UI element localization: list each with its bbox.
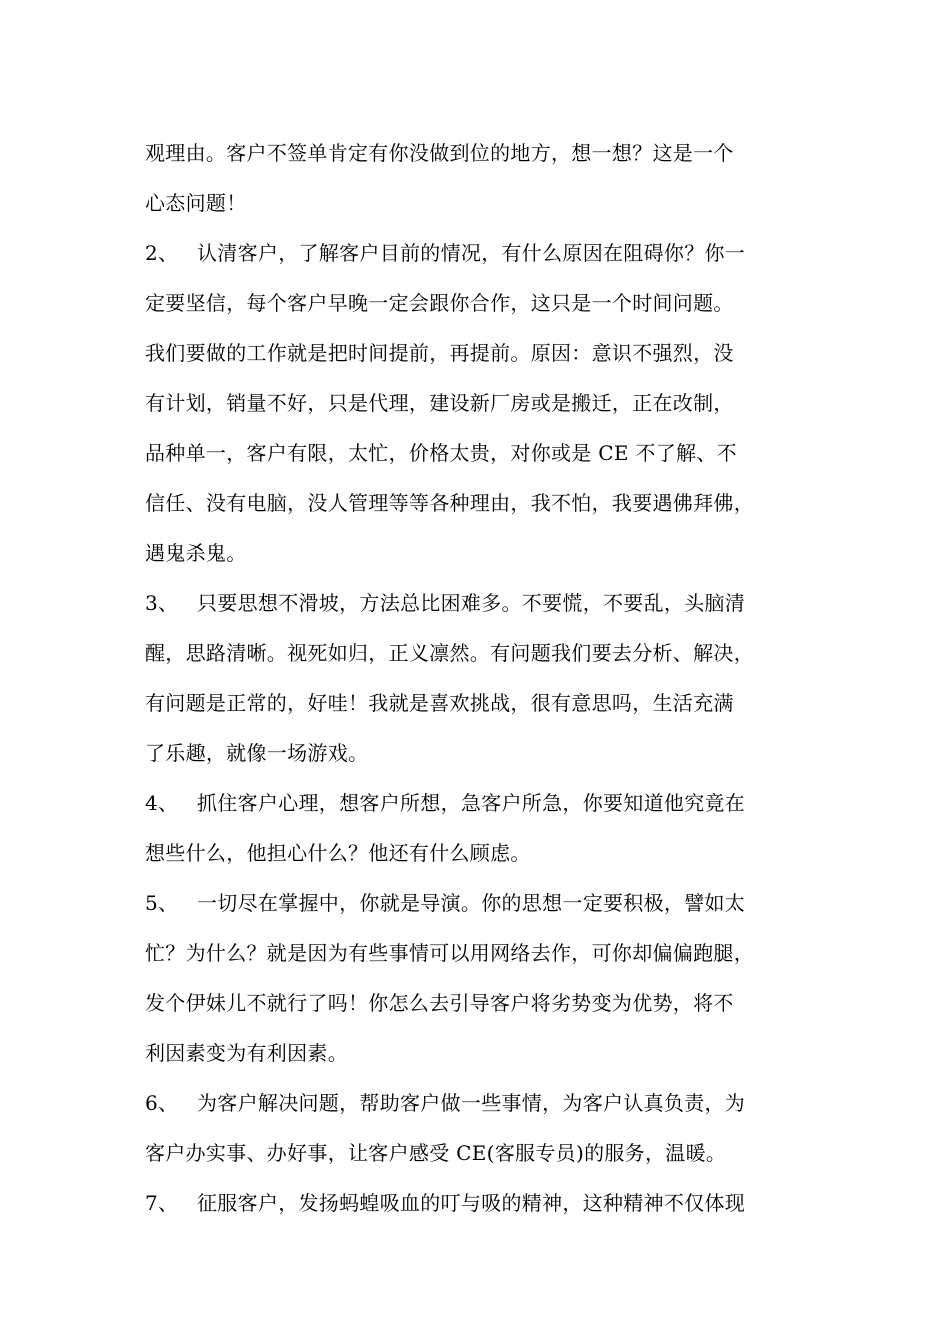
- text-line: 信任、没有电脑，没人管理等等各种理由，我不怕，我要遇佛拜佛，: [145, 491, 754, 515]
- list-item-2-first-line: [145, 232, 835, 282]
- text-line: 我们要做的工作就是把时间提前，再提前。原因：意识不强烈，没: [145, 341, 734, 365]
- list-item-7-first-line: [145, 1182, 835, 1232]
- list-number: 4、: [145, 791, 179, 815]
- text-line: 有计划，销量不好，只是代理，建设新厂房或是搬迁，正在改制，: [145, 391, 734, 415]
- text-line: 品种单一，客户有限，太忙，价格太贵，对你或是 CE 不了解、不: [145, 441, 737, 465]
- list-number: 5、: [145, 891, 179, 915]
- text-line: 忙？为什么？就是因为有些事情可以用网络去作，可你却偏偏跑腿，: [145, 941, 754, 965]
- text-line: 只要思想不滑坡，方法总比困难多。不要慌，不要乱，头脑清: [197, 591, 746, 615]
- list-item-6-first-line: [145, 1082, 835, 1132]
- text-line: 一切尽在掌握中，你就是导演。你的思想一定要积极，譬如太: [197, 891, 746, 915]
- list-item-3-first-line: [145, 582, 835, 632]
- list-item-4-first-line: [145, 782, 835, 832]
- text-line: 了乐趣，就像一场游戏。: [145, 741, 369, 765]
- text-line: 利因素变为有利因素。: [145, 1041, 348, 1065]
- text-line: 认清客户，了解客户目前的情况，有什么原因在阻碍你？你一: [197, 241, 746, 265]
- text-line: 醒，思路清晰。视死如归，正义凛然。有问题我们要去分析、解决，: [145, 641, 754, 665]
- list-number: 2、: [145, 241, 179, 265]
- document-body: [145, 132, 835, 1232]
- text-line: 为客户解决问题，帮助客户做一些事情，为客户认真负责，为: [197, 1091, 746, 1115]
- list-item-5-first-line: [145, 882, 835, 932]
- text-line: 抓住客户心理，想客户所想，急客户所急，你要知道他究竟在: [197, 791, 746, 815]
- list-number: 6、: [145, 1091, 179, 1115]
- text-line: 发个伊妹儿不就行了吗！你怎么去引导客户将劣势变为优势，将不: [145, 991, 734, 1015]
- text-line: 心态问题！: [145, 191, 247, 215]
- text-line: 遇鬼杀鬼。: [145, 541, 247, 565]
- text-line: 观理由。客户不签单肯定有你没做到位的地方，想一想？这是一个: [145, 141, 734, 165]
- list-number: 3、: [145, 591, 179, 615]
- text-line: 有问题是正常的，好哇！我就是喜欢挑战，很有意思吗，生活充满: [145, 691, 734, 715]
- list-number: 7、: [145, 1191, 179, 1215]
- text-line: 征服客户，发扬蚂蝗吸血的叮与吸的精神，这种精神不仅体现: [197, 1191, 746, 1215]
- text-line: 定要坚信，每个客户早晚一定会跟你合作，这只是一个时间问题。: [145, 291, 734, 315]
- text-line: 客户办实事、办好事，让客户感受 CE(客服专员)的服务，温暖。: [145, 1141, 727, 1165]
- text-line: 想些什么，他担心什么？他还有什么顾虑。: [145, 841, 531, 865]
